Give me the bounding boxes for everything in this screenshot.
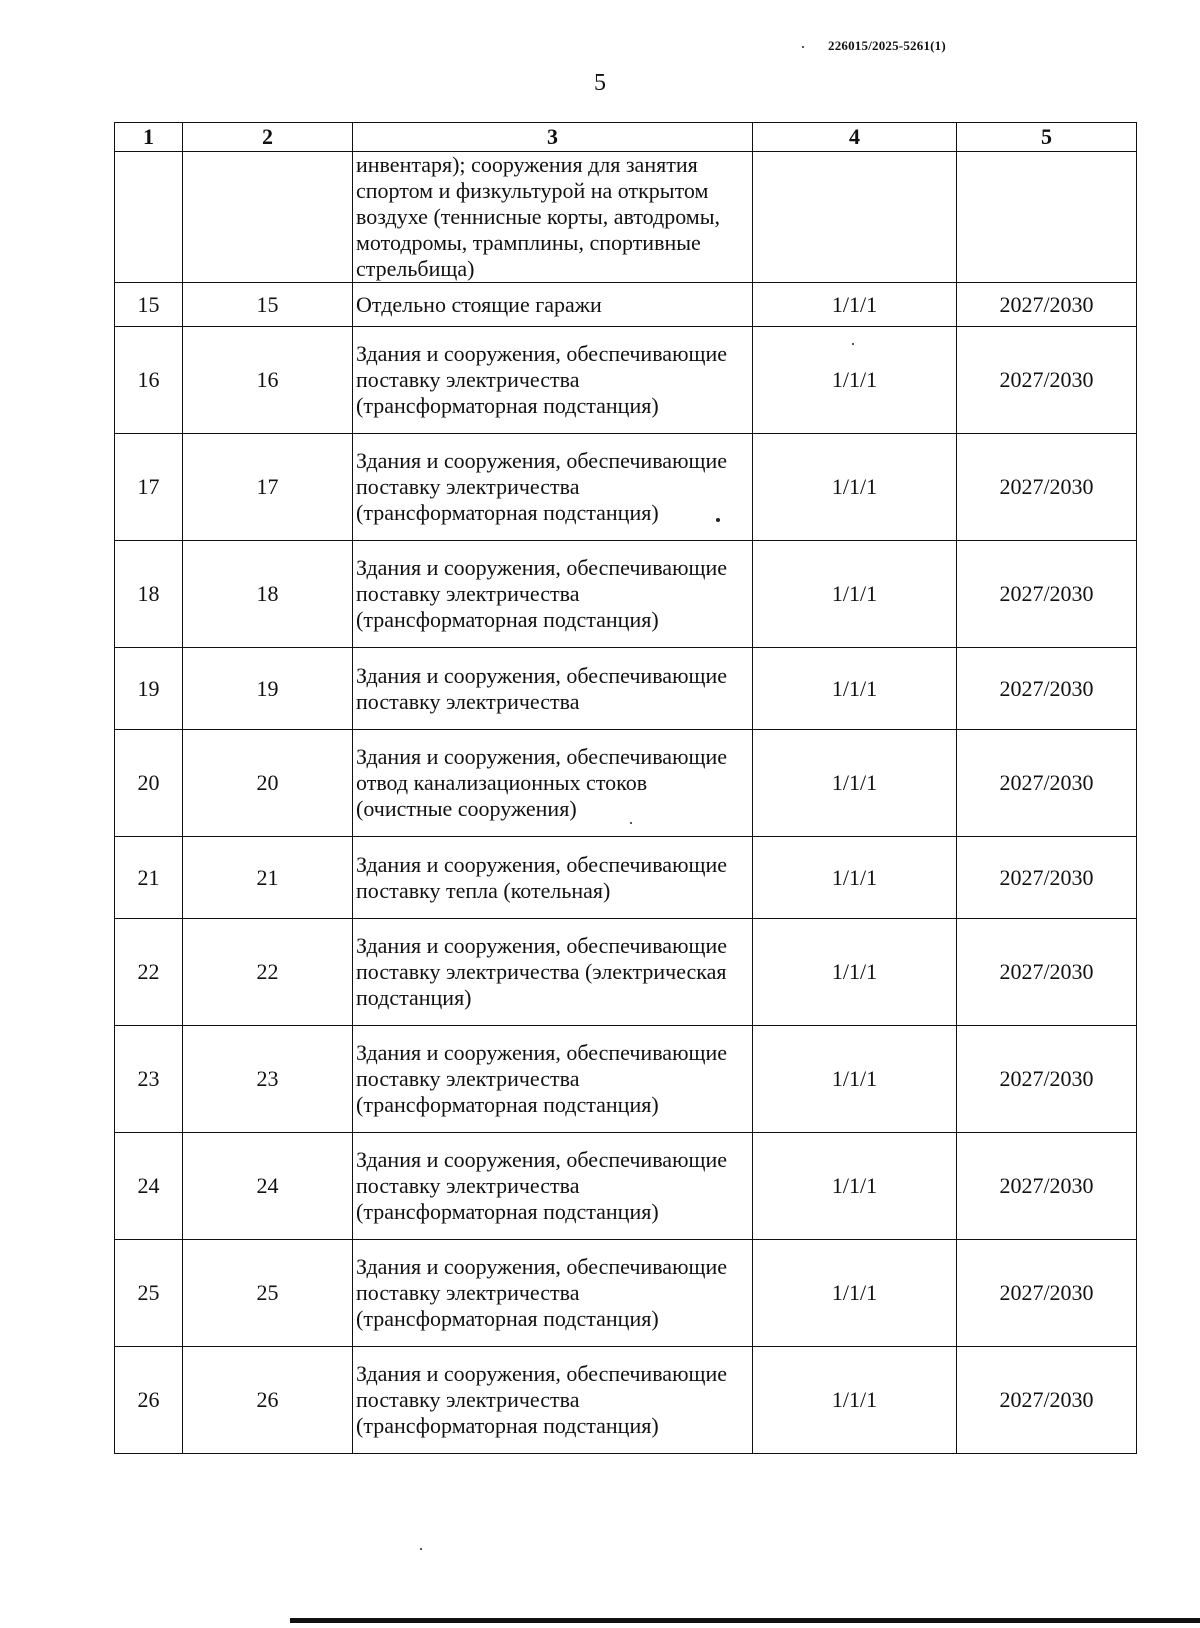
object-number-cell: 16: [183, 327, 353, 434]
row-number-cell: 16: [115, 327, 183, 434]
object-description-cell: Здания и сооружения, обеспечивающие поставку электричества (трансформаторная подстанция): [353, 327, 753, 434]
row-number-cell: 17: [115, 434, 183, 541]
year-cell: 2027/2030: [957, 1133, 1137, 1240]
table-row: [115, 152, 1137, 283]
object-description-cell: Здания и сооружения, обеспечивающие поставку электричества (трансформаторная подстанция): [353, 1026, 753, 1133]
document-registration-number: 226015/2025-5261(1): [828, 38, 946, 53]
row-number-cell: 25: [115, 1240, 183, 1347]
object-description-cell: Здания и сооружения, обеспечивающие поставку электричества (трансформаторная подстанция): [353, 434, 753, 541]
column-header-2: 2: [183, 123, 353, 152]
code-cell: 1/1/1: [753, 1026, 957, 1133]
scan-speck: [630, 822, 632, 824]
object-number-cell: 26: [183, 1347, 353, 1454]
scan-speck: [852, 343, 854, 345]
object-description-cell: Здания и сооружения, обеспечивающие поставку электричества (трансформаторная подстанция): [353, 1133, 753, 1240]
row-number-cell: 15: [115, 283, 183, 327]
object-description-cell: Здания и сооружения, обеспечивающие поставку электричества (электрическая подстанция): [353, 919, 753, 1026]
object-number-cell: 18: [183, 541, 353, 648]
object-number-cell: 19: [183, 648, 353, 730]
table-row: [115, 1133, 1137, 1240]
object-number-cell: 24: [183, 1133, 353, 1240]
column-header-3: 3: [353, 123, 753, 152]
code-cell: [753, 152, 957, 283]
row-number-cell: [115, 152, 183, 283]
table-row: [115, 1026, 1137, 1133]
table-row: [115, 1240, 1137, 1347]
table-row: [115, 434, 1137, 541]
code-cell: 1/1/1: [753, 1347, 957, 1454]
scan-speck: [802, 46, 804, 48]
row-number-cell: 20: [115, 730, 183, 837]
table-row: [115, 648, 1137, 730]
object-number-cell: 25: [183, 1240, 353, 1347]
code-cell: 1/1/1: [753, 1240, 957, 1347]
row-number-cell: 26: [115, 1347, 183, 1454]
table-row: [115, 730, 1137, 837]
row-number-cell: 21: [115, 837, 183, 919]
year-cell: 2027/2030: [957, 648, 1137, 730]
column-header-5: 5: [957, 123, 1137, 152]
year-cell: 2027/2030: [957, 434, 1137, 541]
year-cell: [957, 152, 1137, 283]
year-cell: 2027/2030: [957, 541, 1137, 648]
scan-edge-line: [290, 1618, 1200, 1623]
code-cell: 1/1/1: [753, 434, 957, 541]
scan-speck: [716, 518, 720, 522]
object-description-cell: Здания и сооружения, обеспечивающие поставку электричества (трансформаторная подстанция): [353, 1347, 753, 1454]
object-description-cell: инвентаря); сооружения для занятия спортом и физкультурой на открытом воздухе (теннисные корты, автодромы, мотодромы, трамплины, спортивные стрельбища): [353, 152, 753, 283]
year-cell: 2027/2030: [957, 837, 1137, 919]
object-description-cell: Здания и сооружения, обеспечивающие поставку тепла (котельная): [353, 837, 753, 919]
objects-table: [114, 122, 1137, 1454]
column-header-4: 4: [753, 123, 957, 152]
object-number-cell: 23: [183, 1026, 353, 1133]
object-description-cell: Отдельно стоящие гаражи: [353, 283, 753, 327]
row-number-cell: 18: [115, 541, 183, 648]
object-description-cell: Здания и сооружения, обеспечивающие поставку электричества: [353, 648, 753, 730]
object-description-cell: Здания и сооружения, обеспечивающие поставку электричества (трансформаторная подстанция): [353, 1240, 753, 1347]
year-cell: 2027/2030: [957, 1026, 1137, 1133]
code-cell: 1/1/1: [753, 919, 957, 1026]
object-number-cell: 17: [183, 434, 353, 541]
year-cell: 2027/2030: [957, 1240, 1137, 1347]
row-number-cell: 22: [115, 919, 183, 1026]
row-number-cell: 24: [115, 1133, 183, 1240]
year-cell: 2027/2030: [957, 730, 1137, 837]
object-description-cell: Здания и сооружения, обеспечивающие отвод канализационных стоков (очистные сооружения): [353, 730, 753, 837]
table-row: [115, 919, 1137, 1026]
year-cell: 2027/2030: [957, 919, 1137, 1026]
row-number-cell: 19: [115, 648, 183, 730]
table-row: [115, 327, 1137, 434]
code-cell: 1/1/1: [753, 327, 957, 434]
code-cell: 1/1/1: [753, 730, 957, 837]
object-number-cell: 20: [183, 730, 353, 837]
code-cell: 1/1/1: [753, 648, 957, 730]
code-cell: 1/1/1: [753, 837, 957, 919]
object-description-cell: Здания и сооружения, обеспечивающие поставку электричества (трансформаторная подстанция): [353, 541, 753, 648]
object-number-cell: 22: [183, 919, 353, 1026]
table-row: [115, 541, 1137, 648]
code-cell: 1/1/1: [753, 541, 957, 648]
code-cell: 1/1/1: [753, 1133, 957, 1240]
object-number-cell: 21: [183, 837, 353, 919]
table-row: [115, 283, 1137, 327]
scan-speck: [420, 1548, 422, 1550]
year-cell: 2027/2030: [957, 327, 1137, 434]
code-cell: 1/1/1: [753, 283, 957, 327]
object-number-cell: 15: [183, 283, 353, 327]
table-header-row: [115, 123, 1137, 152]
row-number-cell: 23: [115, 1026, 183, 1133]
table-row: [115, 1347, 1137, 1454]
year-cell: 2027/2030: [957, 1347, 1137, 1454]
column-header-1: 1: [115, 123, 183, 152]
object-number-cell: [183, 152, 353, 283]
page-number: 5: [594, 70, 606, 96]
table-row: [115, 837, 1137, 919]
year-cell: 2027/2030: [957, 283, 1137, 327]
